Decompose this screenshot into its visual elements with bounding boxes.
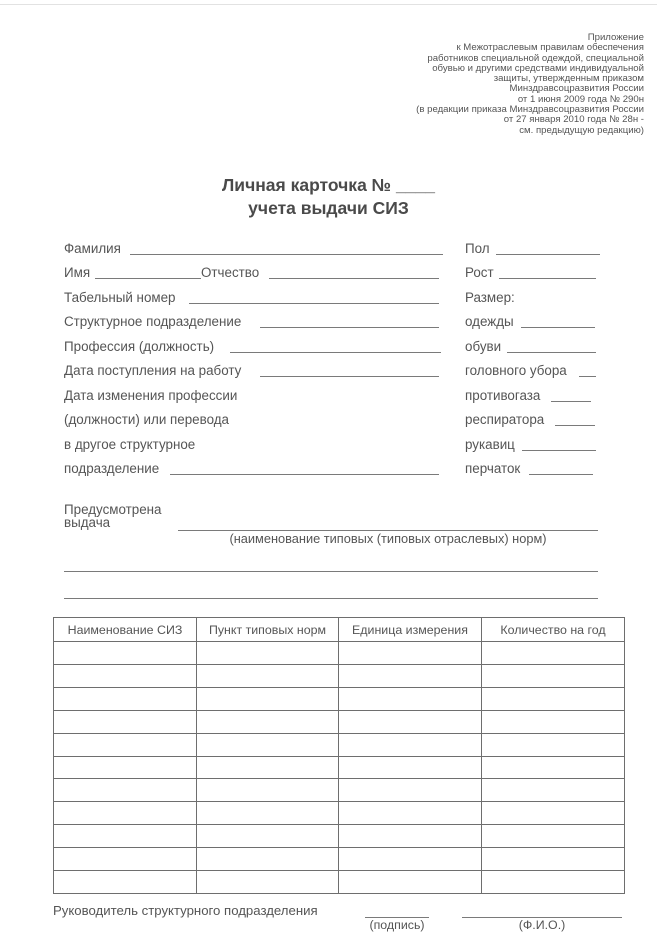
surname-field[interactable] [130, 254, 443, 255]
table-cell[interactable] [339, 779, 482, 802]
gloves-size-label: перчаток [465, 461, 521, 476]
table-cell[interactable] [54, 779, 197, 802]
approval-line: Минздравсоцразвития России [509, 83, 644, 95]
approval-line: от 27 января 2010 года № 28н - [503, 114, 644, 126]
table-cell[interactable] [482, 756, 625, 779]
change-date-label-3: в другое структурное [64, 437, 196, 452]
table-cell[interactable] [339, 756, 482, 779]
table-cell[interactable] [54, 871, 197, 894]
approval-line: работников специальной одеждой, специальной [427, 52, 644, 64]
table-cell[interactable] [482, 779, 625, 802]
table-row [54, 871, 625, 894]
table-cell[interactable] [482, 871, 625, 894]
table-row [54, 733, 625, 756]
issue-norms-caption: (наименование типовых (типовых отраслевых) норм) [229, 531, 547, 546]
hire-date-field[interactable] [260, 376, 439, 377]
table-cell[interactable] [339, 733, 482, 756]
table-cell[interactable] [197, 825, 339, 848]
table-cell[interactable] [54, 825, 197, 848]
department-label: Структурное подразделение [64, 314, 242, 329]
table-cell[interactable] [197, 733, 339, 756]
full-name-caption: (Ф.И.О.) [518, 918, 566, 932]
column-header-quantity-per-year: Количество на год [482, 618, 625, 642]
table-cell[interactable] [482, 802, 625, 825]
headwear-size-label: головного убора [465, 363, 567, 378]
column-header-ppe-name: Наименование СИЗ [54, 618, 197, 642]
table-cell[interactable] [482, 710, 625, 733]
shoe-size-label: обуви [465, 339, 502, 354]
table-cell[interactable] [339, 848, 482, 871]
card-title: Личная карточка № ____ [222, 175, 435, 195]
table-row [54, 664, 625, 687]
clothes-size-label: одежды [465, 314, 514, 329]
top-border [0, 4, 657, 5]
respirator-size-label: респиратора [465, 412, 545, 427]
gas-mask-size-field[interactable] [551, 401, 591, 402]
department-field[interactable] [260, 327, 439, 328]
profession-field[interactable] [230, 352, 441, 353]
column-header-unit: Единица измерения [339, 618, 482, 642]
table-cell[interactable] [197, 642, 339, 665]
issue-label-line-2: выдача [64, 515, 111, 530]
table-cell[interactable] [482, 733, 625, 756]
table-row [54, 779, 625, 802]
issue-label [64, 503, 162, 529]
approval-line: Приложение [587, 32, 644, 43]
table-row [54, 825, 625, 848]
table-cell[interactable] [54, 848, 197, 871]
table-cell[interactable] [339, 825, 482, 848]
table-cell[interactable] [54, 802, 197, 825]
issue-norms-extra-line-1[interactable] [64, 571, 598, 572]
approval-line: (в редакции приказа Минздравсоцразвития России [416, 104, 644, 116]
personnel-number-field[interactable] [189, 303, 439, 304]
department-head-label: Руководитель структурного подразделения [53, 903, 318, 918]
table-cell[interactable] [197, 779, 339, 802]
table-cell[interactable] [482, 848, 625, 871]
table-cell[interactable] [339, 710, 482, 733]
sex-label: Пол [465, 241, 490, 256]
height-field[interactable] [499, 278, 596, 279]
surname-label: Фамилия [64, 241, 121, 256]
table-row [54, 687, 625, 710]
mittens-size-field[interactable] [522, 450, 596, 451]
table-row [54, 848, 625, 871]
ppe-norms-table [53, 617, 625, 894]
table-cell[interactable] [54, 733, 197, 756]
table-cell[interactable] [54, 642, 197, 665]
table-cell[interactable] [54, 756, 197, 779]
clothes-size-field[interactable] [521, 327, 595, 328]
approval-line: обувью и другими средствами индивидуальной [432, 62, 644, 74]
table-cell[interactable] [482, 825, 625, 848]
approval-line: защиты, утвержденным приказом [493, 73, 644, 85]
table-cell[interactable] [339, 642, 482, 665]
size-label: Размер: [465, 290, 515, 305]
card-subtitle: учета выдачи СИЗ [248, 198, 409, 218]
patronymic-label: Отчество [201, 265, 260, 280]
table-cell[interactable] [54, 687, 197, 710]
issue-norms-extra-line-2[interactable] [64, 598, 598, 599]
table-cell[interactable] [482, 664, 625, 687]
table-cell[interactable] [339, 687, 482, 710]
name-field[interactable] [95, 278, 201, 279]
respirator-size-field[interactable] [555, 425, 595, 426]
approval-block [324, 33, 644, 136]
table-cell[interactable] [54, 664, 197, 687]
gas-mask-size-label: противогаза [465, 388, 541, 403]
approval-line: к Межотраслевым правилам обеспечения [456, 42, 644, 54]
table-cell[interactable] [482, 687, 625, 710]
table-row [54, 710, 625, 733]
change-date-label-1: Дата изменения профессии [64, 388, 238, 403]
table-cell[interactable] [197, 871, 339, 894]
column-header-norm-clause: Пункт типовых норм [197, 618, 339, 642]
table-cell[interactable] [197, 756, 339, 779]
profession-label: Профессия (должность) [64, 339, 215, 354]
signature-caption: (подпись) [369, 918, 425, 932]
table-cell[interactable] [339, 664, 482, 687]
table-cell[interactable] [339, 871, 482, 894]
table-cell[interactable] [197, 687, 339, 710]
table-cell[interactable] [197, 848, 339, 871]
table-cell[interactable] [482, 642, 625, 665]
table-header-row [54, 618, 625, 642]
change-date-label-2: (должности) или перевода [64, 412, 229, 427]
issue-label-line-1: Предусмотрена [64, 502, 162, 517]
headwear-size-field[interactable] [579, 376, 596, 377]
table-cell[interactable] [54, 710, 197, 733]
table-cell[interactable] [197, 664, 339, 687]
personnel-number-label: Табельный номер [64, 290, 176, 305]
table-row [54, 642, 625, 665]
hire-date-label: Дата поступления на работу [64, 363, 242, 378]
table-cell[interactable] [197, 710, 339, 733]
mittens-size-label: рукавиц [465, 437, 515, 452]
table-row [54, 802, 625, 825]
name-label: Имя [64, 265, 91, 280]
sex-field[interactable] [496, 254, 600, 255]
shoe-size-field[interactable] [507, 352, 596, 353]
patronymic-field[interactable] [269, 278, 439, 279]
height-label: Рост [465, 265, 494, 280]
change-date-label-4: подразделение [64, 461, 160, 476]
approval-line: см. предыдущую редакцию) [519, 124, 644, 136]
table-row [54, 756, 625, 779]
gloves-size-field[interactable] [529, 474, 593, 475]
table-cell[interactable] [339, 802, 482, 825]
change-date-field[interactable] [170, 474, 439, 475]
table-cell[interactable] [197, 802, 339, 825]
approval-line: от 1 июня 2009 года № 290н [517, 93, 644, 105]
